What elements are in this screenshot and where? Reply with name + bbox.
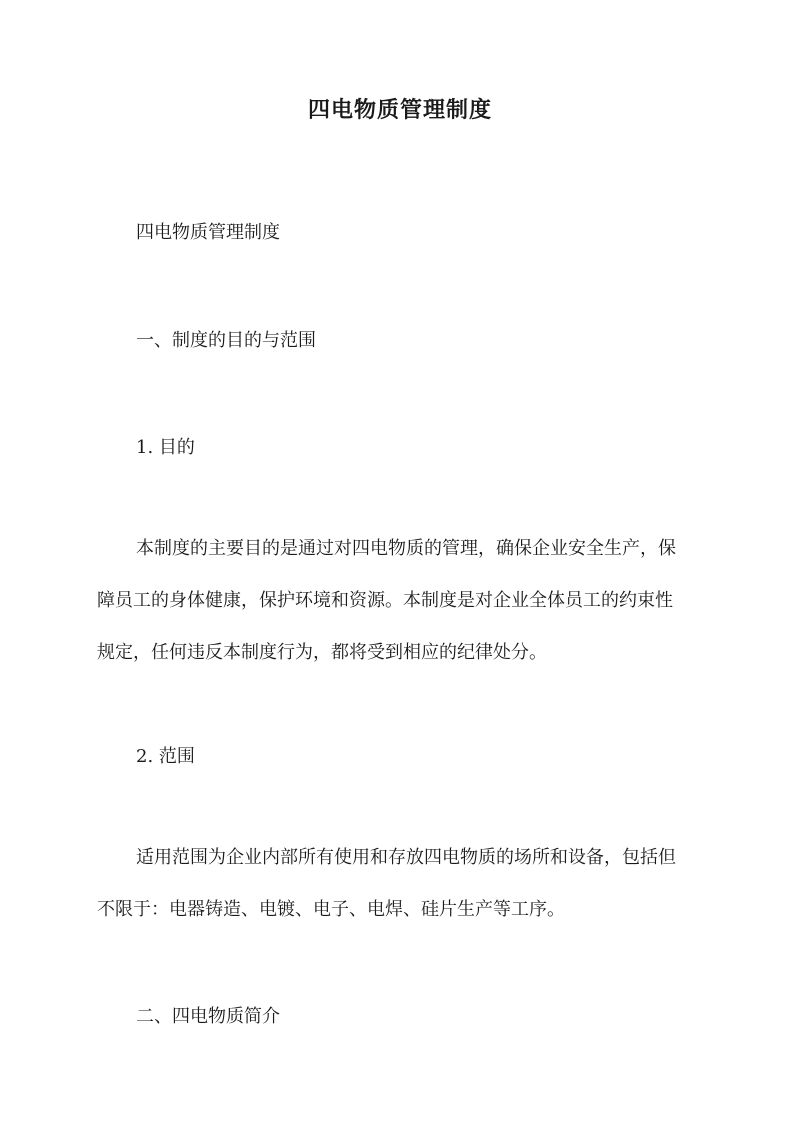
document-title: 四电物质管理制度 [307,97,492,123]
paragraph-line: 本制度的主要目的是通过对四电物质的管理，确保企业安全生产，保 [136,538,676,559]
paragraph-purpose [97,523,707,679]
document-subtitle: 四电物质管理制度 [136,222,280,243]
item-heading-scope: 2. 范围 [136,746,195,767]
paragraph-scope [97,832,707,936]
paragraph-line: 规定，任何违反本制度行为，都将受到相应的纪律处分。 [97,642,547,663]
section-heading-2: 二、四电物质简介 [136,1006,280,1027]
item-heading-purpose: 1. 目的 [136,437,195,458]
paragraph-line: 不限于：电器铸造、电镀、电子、电焊、硅片生产等工序。 [97,899,565,920]
section-heading-1: 一、制度的目的与范围 [136,330,316,351]
paragraph-line: 适用范围为企业内部所有使用和存放四电物质的场所和设备，包括但 [136,847,676,868]
paragraph-line: 障员工的身体健康，保护环境和资源。本制度是对企业全体员工的约束性 [97,590,673,611]
